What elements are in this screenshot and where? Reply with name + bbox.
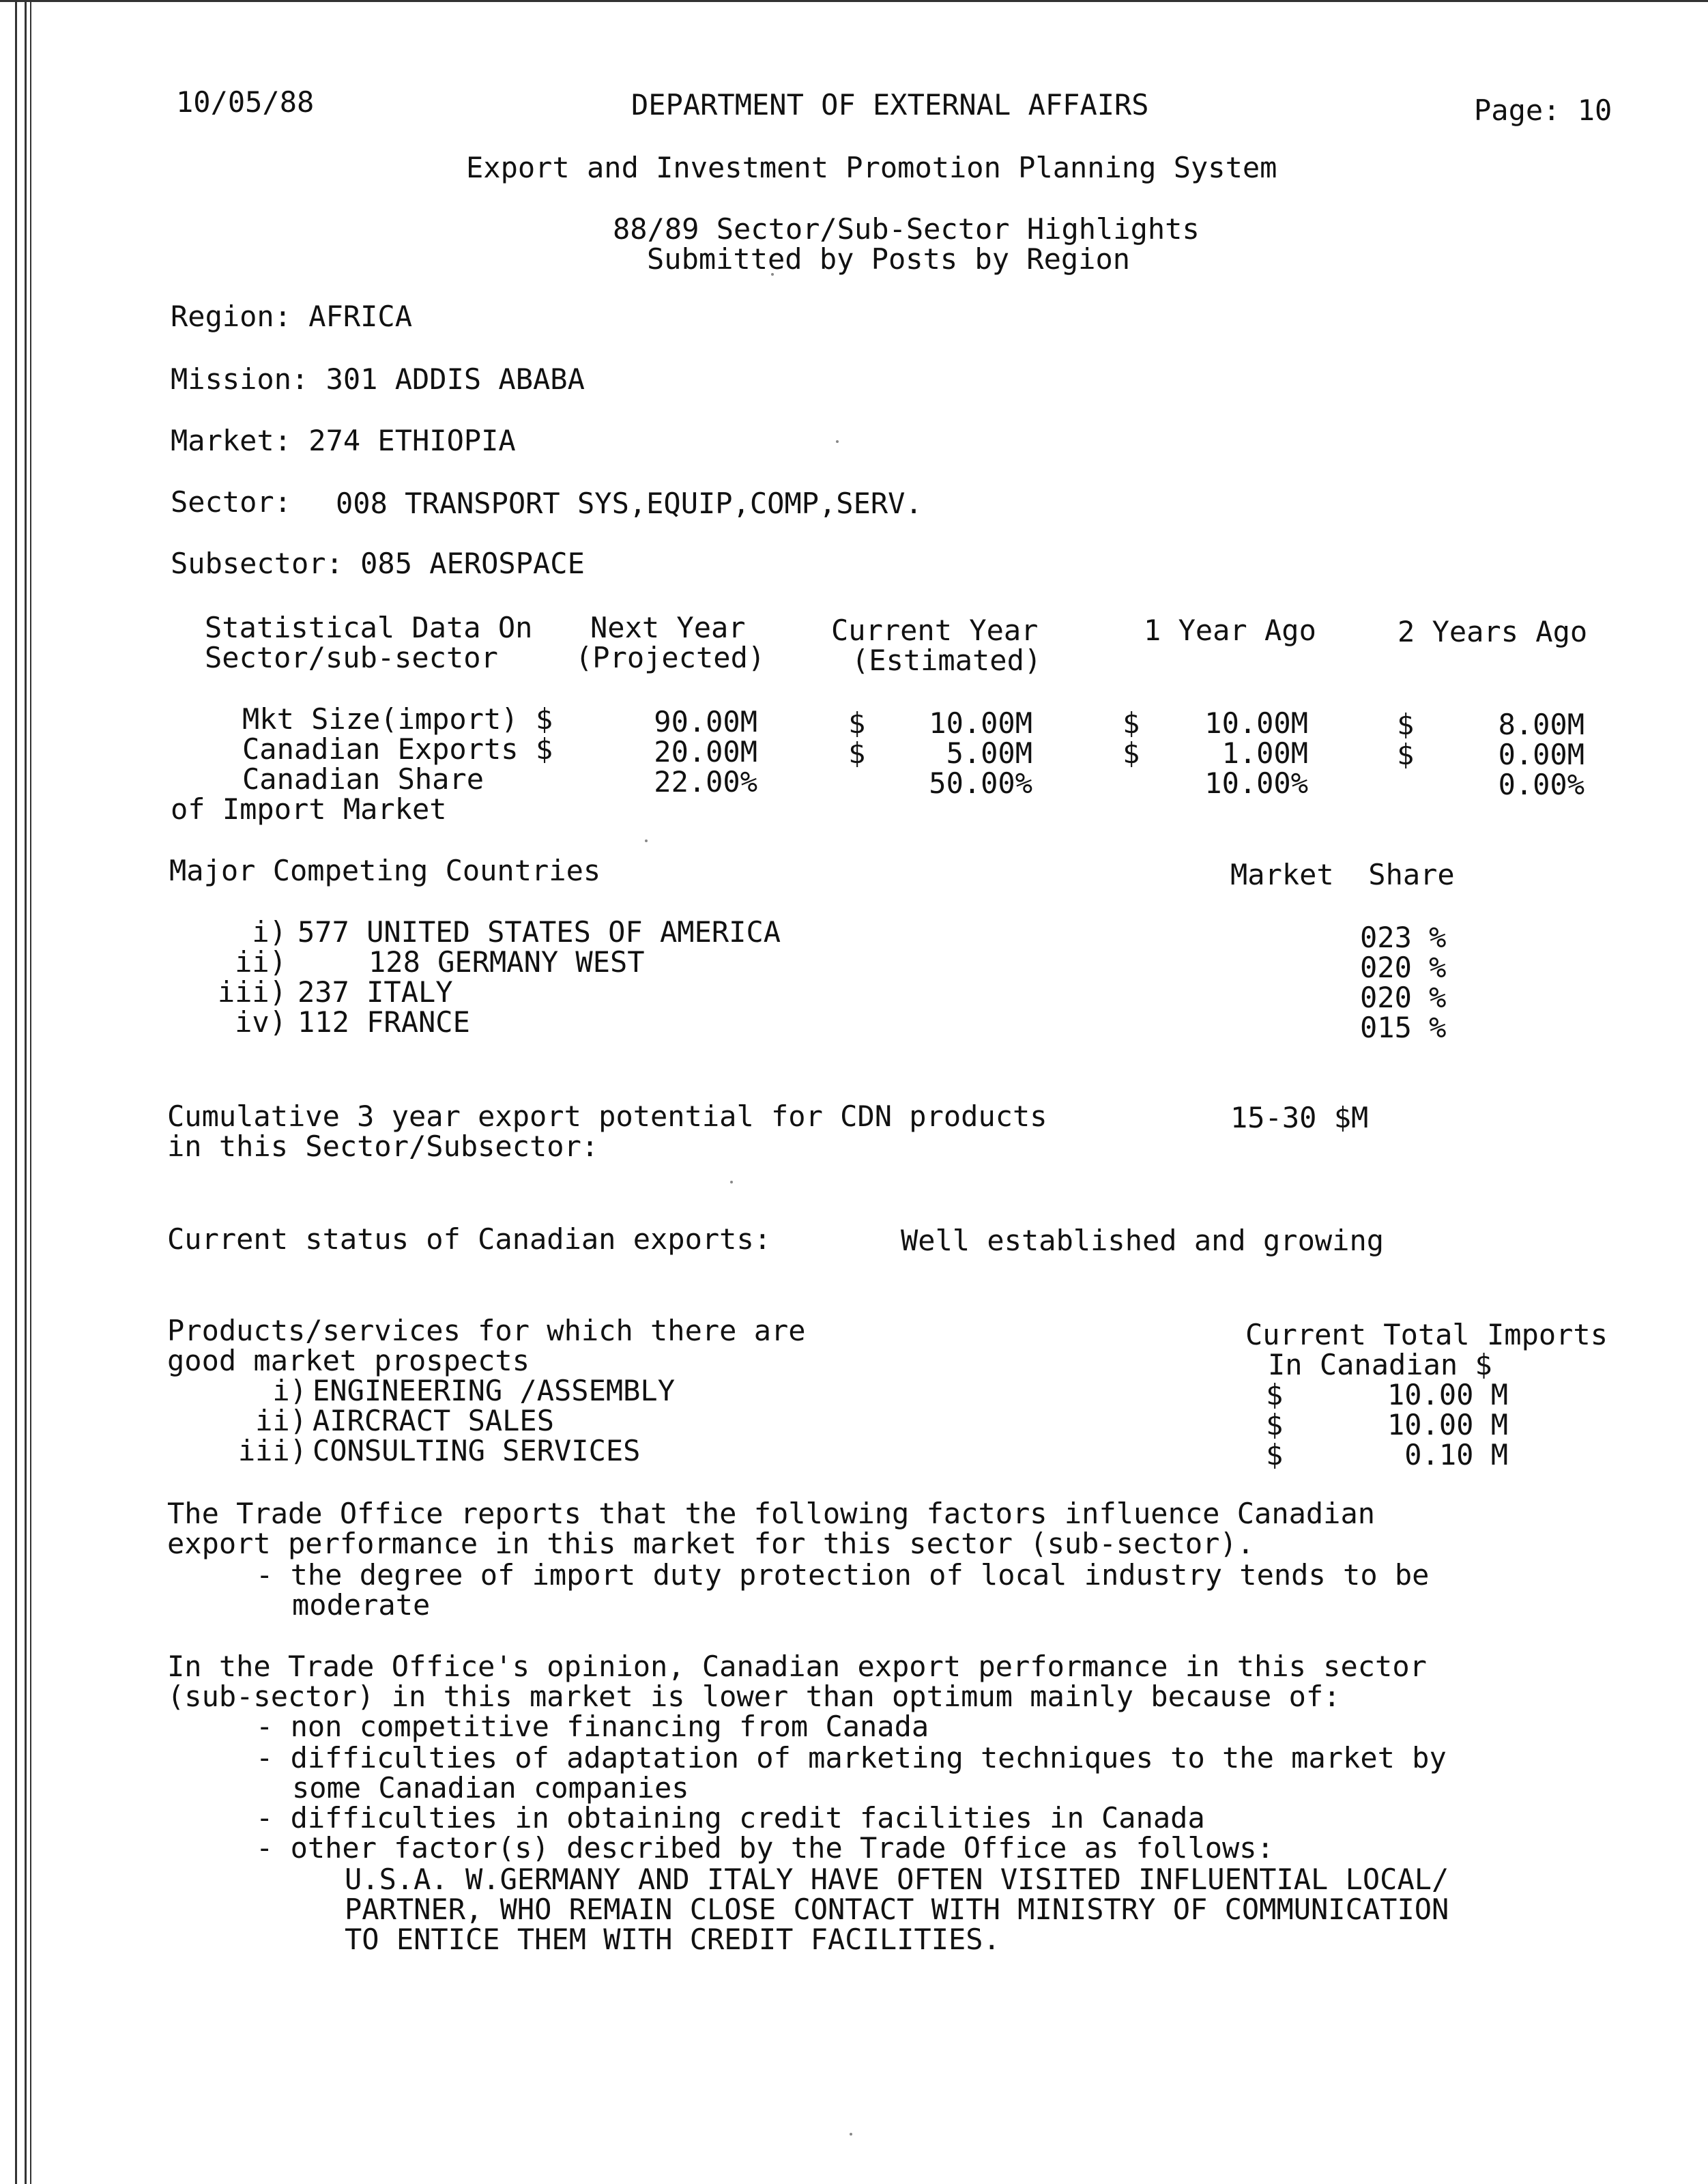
competitor-name: 128 GERMANY WEST (368, 945, 645, 979)
stats-cell: 8.00M (1498, 708, 1584, 741)
imports-header: Current Total Imports (1245, 1318, 1608, 1351)
export-potential-value: 15-30 $M (1230, 1101, 1369, 1134)
stats-col-header: (Projected) (575, 641, 766, 674)
region-line: Region: AFRICA (171, 300, 413, 333)
product-amount: 0.10 M (1404, 1438, 1508, 1471)
scan-edge-line (15, 0, 17, 2184)
product-name: ENGINEERING /ASSEMBLY (313, 1374, 676, 1407)
stats-cell: 1.00M (1221, 736, 1308, 770)
stats-cell: 90.00M (654, 705, 757, 738)
scan-speck (836, 440, 839, 443)
stats-cell: 0.00% (1498, 768, 1584, 801)
opinion-bullet: - other factor(s) described by the Trade Office as follows: (256, 1831, 1274, 1865)
product-num: iii) (237, 1434, 307, 1467)
competitor-share: 015 % (1360, 1011, 1447, 1044)
products-title: Products/services for which there are (167, 1314, 806, 1347)
products-title: good market prospects (167, 1344, 530, 1377)
stats-cell: 10.00M (929, 706, 1032, 740)
stats-cell: $ (1123, 706, 1140, 740)
scan-edge-line (25, 0, 27, 2184)
product-num: i) (272, 1374, 307, 1407)
stats-cell: 50.00% (929, 766, 1032, 800)
stats-col-header: Next Year (590, 611, 746, 644)
product-amount: 10.00 M (1387, 1408, 1508, 1441)
stats-cell: 22.00% (654, 765, 757, 799)
competitor-share: 023 % (1360, 921, 1447, 954)
competitor-num: i) (252, 915, 287, 949)
competitor-num: iv) (235, 1005, 287, 1039)
competitor-share: 020 % (1360, 951, 1447, 984)
opinion-detail: TO ENTICE THEM WITH CREDIT FACILITIES. (345, 1923, 1000, 1956)
market-share-header: Market Share (1230, 858, 1455, 891)
export-status-label: Current status of Canadian exports: (167, 1222, 772, 1256)
stats-cell: 10.00% (1204, 766, 1308, 800)
product-name: CONSULTING SERVICES (313, 1434, 641, 1467)
stats-cell: $ (848, 706, 866, 740)
stats-cell: $ (1123, 736, 1140, 770)
competitor-num: iii) (217, 975, 287, 1009)
opinion-paragraph: In the Trade Office's opinion, Canadian export performance in this sector (167, 1650, 1427, 1683)
report-date: 10/05/88 (176, 85, 315, 119)
sector-label: Sector: (171, 485, 292, 519)
stats-cell: $ (1397, 708, 1415, 741)
factor-bullet: moderate (292, 1588, 431, 1622)
opinion-bullet: - difficulties in obtaining credit facilities in Canada (256, 1801, 1205, 1835)
report-title: 88/89 Sector/Sub-Sector Highlights (613, 212, 1200, 246)
scan-edge-line (30, 0, 31, 2184)
stats-col-header: (Estimated) (852, 644, 1042, 677)
stats-col-header: 1 Year Ago (1144, 614, 1316, 647)
factors-paragraph: The Trade Office reports that the following factors influence Canadian (167, 1497, 1376, 1530)
factors-paragraph: export performance in this market for this sector (sub-sector). (167, 1527, 1255, 1560)
product-name: AIRCRACT SALES (313, 1404, 555, 1437)
stats-row-label-continuation: of Import Market (171, 792, 447, 826)
market-line: Market: 274 ETHIOPIA (171, 424, 516, 457)
stats-col-header: 2 Years Ago (1398, 615, 1588, 648)
system-title: Export and Investment Promotion Planning System (466, 151, 1277, 184)
competitor-num: ii) (235, 945, 287, 979)
sector-value: 008 TRANSPORT SYS,EQUIP,COMP,SERV. (336, 487, 923, 520)
product-amount: 10.00 M (1387, 1378, 1508, 1411)
report-subtitle: Submitted by Posts by Region (647, 242, 1131, 276)
export-potential-label: Cumulative 3 year export potential for CDN products (167, 1100, 1047, 1133)
page-number: Page: 10 (1474, 94, 1612, 127)
stats-cell: 20.00M (654, 735, 757, 768)
scan-speck (730, 1181, 733, 1183)
competitor-name: 577 UNITED STATES OF AMERICA (298, 915, 781, 949)
competitors-title: Major Competing Countries (169, 854, 601, 887)
export-potential-label: in this Sector/Subsector: (167, 1130, 599, 1163)
stats-row-label: Canadian Share (242, 762, 484, 796)
product-currency: $ (1266, 1378, 1284, 1411)
opinion-detail: U.S.A. W.GERMANY AND ITALY HAVE OFTEN VISITED INFLUENTIAL LOCAL/ (345, 1863, 1449, 1896)
scan-speck (850, 2133, 852, 2136)
subsector-line: Subsector: 085 AEROSPACE (171, 547, 585, 580)
department-title: DEPARTMENT OF EXTERNAL AFFAIRS (631, 88, 1149, 121)
stats-cell: $ (848, 736, 866, 770)
product-num: ii) (255, 1404, 307, 1437)
opinion-bullet: some Canadian companies (292, 1771, 689, 1805)
product-currency: $ (1266, 1408, 1284, 1441)
mission-line: Mission: 301 ADDIS ABABA (171, 362, 585, 396)
opinion-bullet: - non competitive financing from Canada (256, 1710, 929, 1743)
factor-bullet: - the degree of import duty protection of local industry tends to be (256, 1558, 1430, 1592)
imports-header: In Canadian $ (1268, 1348, 1492, 1381)
scan-speck (645, 839, 648, 842)
opinion-bullet: - difficulties of adaptation of marketing techniques to the market by (256, 1741, 1447, 1774)
opinion-paragraph: (sub-sector) in this market is lower than optimum mainly because of: (167, 1680, 1341, 1713)
competitor-name: 237 ITALY (298, 975, 453, 1009)
product-currency: $ (1266, 1438, 1284, 1471)
competitor-name: 112 FRANCE (298, 1005, 470, 1039)
stats-cell: $ (1397, 738, 1415, 771)
stats-header-label: Sector/sub-sector (205, 641, 498, 674)
competitor-share: 020 % (1360, 981, 1447, 1014)
export-status-value: Well established and growing (901, 1224, 1385, 1257)
stats-col-header: Current Year (831, 614, 1039, 647)
stats-cell: 10.00M (1204, 706, 1308, 740)
scan-top-edge (0, 0, 1708, 2)
stats-cell: 0.00M (1498, 738, 1584, 771)
stats-cell: 5.00M (946, 736, 1032, 770)
opinion-detail: PARTNER, WHO REMAIN CLOSE CONTACT WITH MINISTRY OF COMMUNICATION (345, 1893, 1449, 1926)
stats-header-label: Statistical Data On (205, 611, 533, 644)
stats-row-label: Canadian Exports $ (242, 732, 553, 766)
stats-row-label: Mkt Size(import) $ (242, 702, 553, 736)
